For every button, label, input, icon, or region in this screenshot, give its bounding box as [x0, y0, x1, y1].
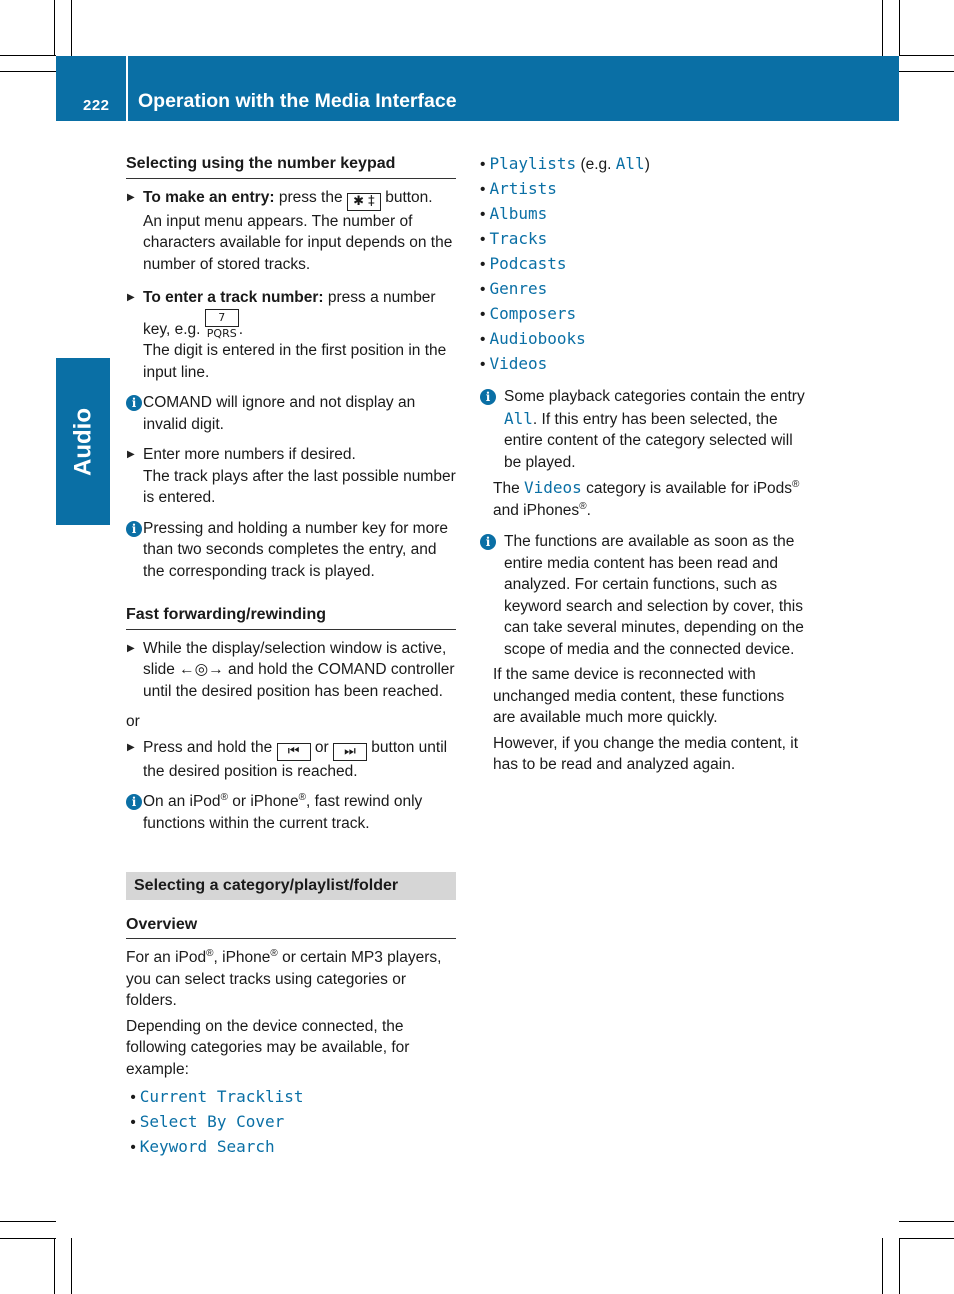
list-item — [480, 176, 810, 201]
info-text: Pressing and holding a number key for more than two seconds completes the entry, and the corresponding track is played. — [143, 519, 448, 580]
step-arrow-icon: ▶ — [127, 449, 135, 460]
star-key-icon: ✱ ‡ — [347, 193, 381, 211]
menu-item-keyword-search: Keyword Search — [139, 1137, 275, 1156]
step-text: button until the desired position is reached. — [143, 738, 448, 780]
menu-item-composers: Composers — [489, 304, 577, 323]
info-text: On an iPod — [143, 793, 221, 810]
list-item — [480, 201, 810, 226]
step-arrow-icon: ▶ — [127, 642, 135, 654]
bullet: • — [130, 1114, 136, 1131]
header-divider — [126, 56, 128, 121]
instruction-step — [126, 638, 456, 703]
info-icon: i — [126, 794, 142, 810]
info-paragraph — [493, 477, 810, 521]
step-text: press a number key, e.g. — [143, 289, 436, 338]
paragraph-text: , iPhone — [213, 949, 271, 966]
info-text: Some playback categories contain the entry — [504, 388, 805, 405]
step-result: An input menu appears. The number of characters available for input depends on the number of stored tracks. — [143, 212, 453, 273]
bullet: • — [480, 206, 486, 223]
menu-item-artists: Artists — [489, 179, 557, 198]
menu-item-albums: Albums — [489, 204, 548, 223]
bullet: • — [480, 231, 486, 248]
right-column — [480, 151, 810, 785]
list-item — [480, 151, 810, 176]
menu-item-current-tracklist: Current Tracklist — [139, 1087, 304, 1106]
bullet: • — [480, 356, 486, 373]
list-item — [126, 1084, 456, 1109]
step-text: or — [310, 738, 333, 756]
step-arrow-icon: ▶ — [127, 191, 135, 203]
category-list — [480, 151, 810, 376]
crop-mark — [882, 0, 883, 56]
section-bar-category: Selecting a category/playlist/folder — [126, 872, 456, 900]
skip-forward-key-icon: ⏭ — [333, 743, 367, 761]
list-text: ) — [644, 156, 650, 173]
step-arrow-icon: ▶ — [127, 741, 135, 753]
or-text: or — [126, 713, 140, 730]
list-item — [480, 301, 810, 326]
list-text: (e.g. — [576, 156, 616, 173]
registered-mark: ® — [206, 948, 214, 959]
crop-mark — [71, 1238, 72, 1294]
crop-mark — [0, 71, 56, 72]
instruction-step — [126, 444, 456, 509]
section-heading-overview: Overview — [126, 914, 456, 940]
paragraph — [126, 947, 456, 1012]
bullet: • — [480, 281, 486, 298]
list-item — [480, 326, 810, 351]
info-icon: i — [126, 521, 142, 537]
category-list — [126, 1084, 456, 1159]
info-text: category is available for iPods — [581, 480, 793, 497]
crop-mark — [0, 55, 56, 56]
crop-mark — [54, 0, 55, 56]
page-title: Operation with the Media Interface — [138, 90, 457, 112]
info-text: . If this entry has been selected, the entire content of the category selected will be played. — [504, 410, 793, 471]
crop-mark — [899, 0, 900, 56]
crop-mark — [54, 1238, 55, 1294]
step-result: The track plays after the last possible number is entered. — [143, 467, 456, 506]
crop-mark — [882, 1238, 883, 1294]
section-heading-number-keypad: Selecting using the number keypad — [126, 153, 456, 179]
step-text: Press and hold the — [143, 738, 277, 756]
info-paragraph: However, if you change the media content, it has to be read and analyzed again. — [493, 734, 799, 773]
info-icon: i — [480, 389, 496, 405]
list-item — [480, 276, 810, 301]
bullet: • — [130, 1089, 136, 1106]
crop-mark — [71, 0, 72, 56]
side-tab — [56, 358, 110, 525]
step-text: button. — [380, 188, 433, 206]
step-result: The digit is entered in the first position in the input line. — [143, 342, 447, 381]
paragraph-text: For an iPod — [126, 949, 207, 966]
crop-mark — [899, 1238, 900, 1294]
paragraph: Depending on the device connected, the following categories may be available, for example: — [126, 1017, 410, 1078]
info-note — [126, 392, 456, 435]
menu-item-tracks: Tracks — [489, 229, 548, 248]
registered-mark: ® — [792, 479, 800, 490]
step-text: Enter more numbers if desired. — [143, 446, 356, 463]
menu-item-playlists: Playlists — [489, 154, 577, 173]
crop-mark — [899, 1221, 954, 1222]
registered-mark: ® — [298, 792, 306, 803]
info-text: and iPhones — [493, 501, 580, 519]
step-text: . — [238, 320, 244, 338]
step-arrow-icon: ▶ — [127, 292, 135, 303]
section-heading-fast-forward: Fast forwarding/rewinding — [126, 604, 456, 630]
info-icon: i — [480, 534, 496, 550]
menu-item-videos: Videos — [489, 354, 548, 373]
info-text: The — [493, 480, 525, 497]
list-item — [480, 351, 810, 376]
list-item — [126, 1109, 456, 1134]
registered-mark: ® — [579, 500, 587, 512]
registered-mark: ® — [220, 792, 228, 803]
info-text: or iPhone — [227, 793, 299, 810]
left-column — [126, 153, 456, 1159]
menu-item-all: All — [615, 154, 645, 173]
step-label: To enter a track number: — [143, 289, 324, 306]
info-icon: i — [126, 395, 142, 411]
skip-back-key-icon: ⏮ — [277, 743, 311, 761]
list-item — [480, 226, 810, 251]
step-text: While the display/selection window is active, slide ←◎→ and hold the COMAND controller until the desired position has been reached. — [143, 639, 455, 700]
menu-item-all: All — [504, 408, 533, 428]
page-number: 222 — [83, 97, 110, 114]
bullet: • — [480, 306, 486, 323]
crop-mark — [899, 55, 954, 56]
info-note — [126, 791, 456, 834]
info-paragraph: The functions are available as soon as the entire media content has been read and analyzed. For certain functions, such as keyword search and selection by cover, this can take several minutes, depending on the scope of media and the connected device. — [504, 533, 804, 658]
crop-mark — [899, 71, 954, 72]
menu-item-videos: Videos — [524, 478, 582, 497]
list-item — [480, 251, 810, 276]
page-header — [56, 56, 899, 121]
number-7-key-icon: 7 PQRS — [205, 309, 239, 327]
bullet: • — [480, 256, 486, 273]
menu-item-podcasts: Podcasts — [489, 254, 567, 273]
bullet: • — [480, 331, 486, 348]
info-note — [126, 518, 456, 583]
step-text: press the — [274, 188, 347, 206]
info-note — [480, 531, 810, 776]
crop-mark — [899, 1238, 954, 1239]
paragraph-text: or certain MP3 players, you can select tracks using categories or folders. — [126, 949, 442, 1009]
info-paragraph: If the same device is reconnected with unchanged media content, these functions are available much more quickly. — [493, 666, 785, 726]
info-paragraph — [493, 386, 810, 473]
instruction-step — [126, 287, 456, 383]
instruction-step — [126, 187, 456, 276]
instruction-step — [126, 737, 456, 783]
menu-item-audiobooks: Audiobooks — [489, 329, 586, 348]
menu-item-genres: Genres — [489, 279, 548, 298]
bullet: • — [480, 181, 486, 198]
menu-item-select-by-cover: Select By Cover — [139, 1112, 285, 1131]
bullet: • — [480, 156, 486, 173]
list-item — [126, 1134, 456, 1159]
side-tab-label: Audio — [69, 407, 97, 476]
registered-mark: ® — [270, 948, 278, 959]
info-text: , fast rewind only functions within the current track. — [143, 793, 423, 832]
step-label: To make an entry: — [143, 188, 275, 206]
info-note — [480, 386, 810, 521]
crop-mark — [0, 1238, 56, 1239]
info-text: COMAND will ignore and not display an invalid digit. — [143, 394, 416, 433]
bullet: • — [130, 1139, 136, 1156]
info-text: . — [586, 501, 591, 519]
crop-mark — [0, 1221, 56, 1222]
